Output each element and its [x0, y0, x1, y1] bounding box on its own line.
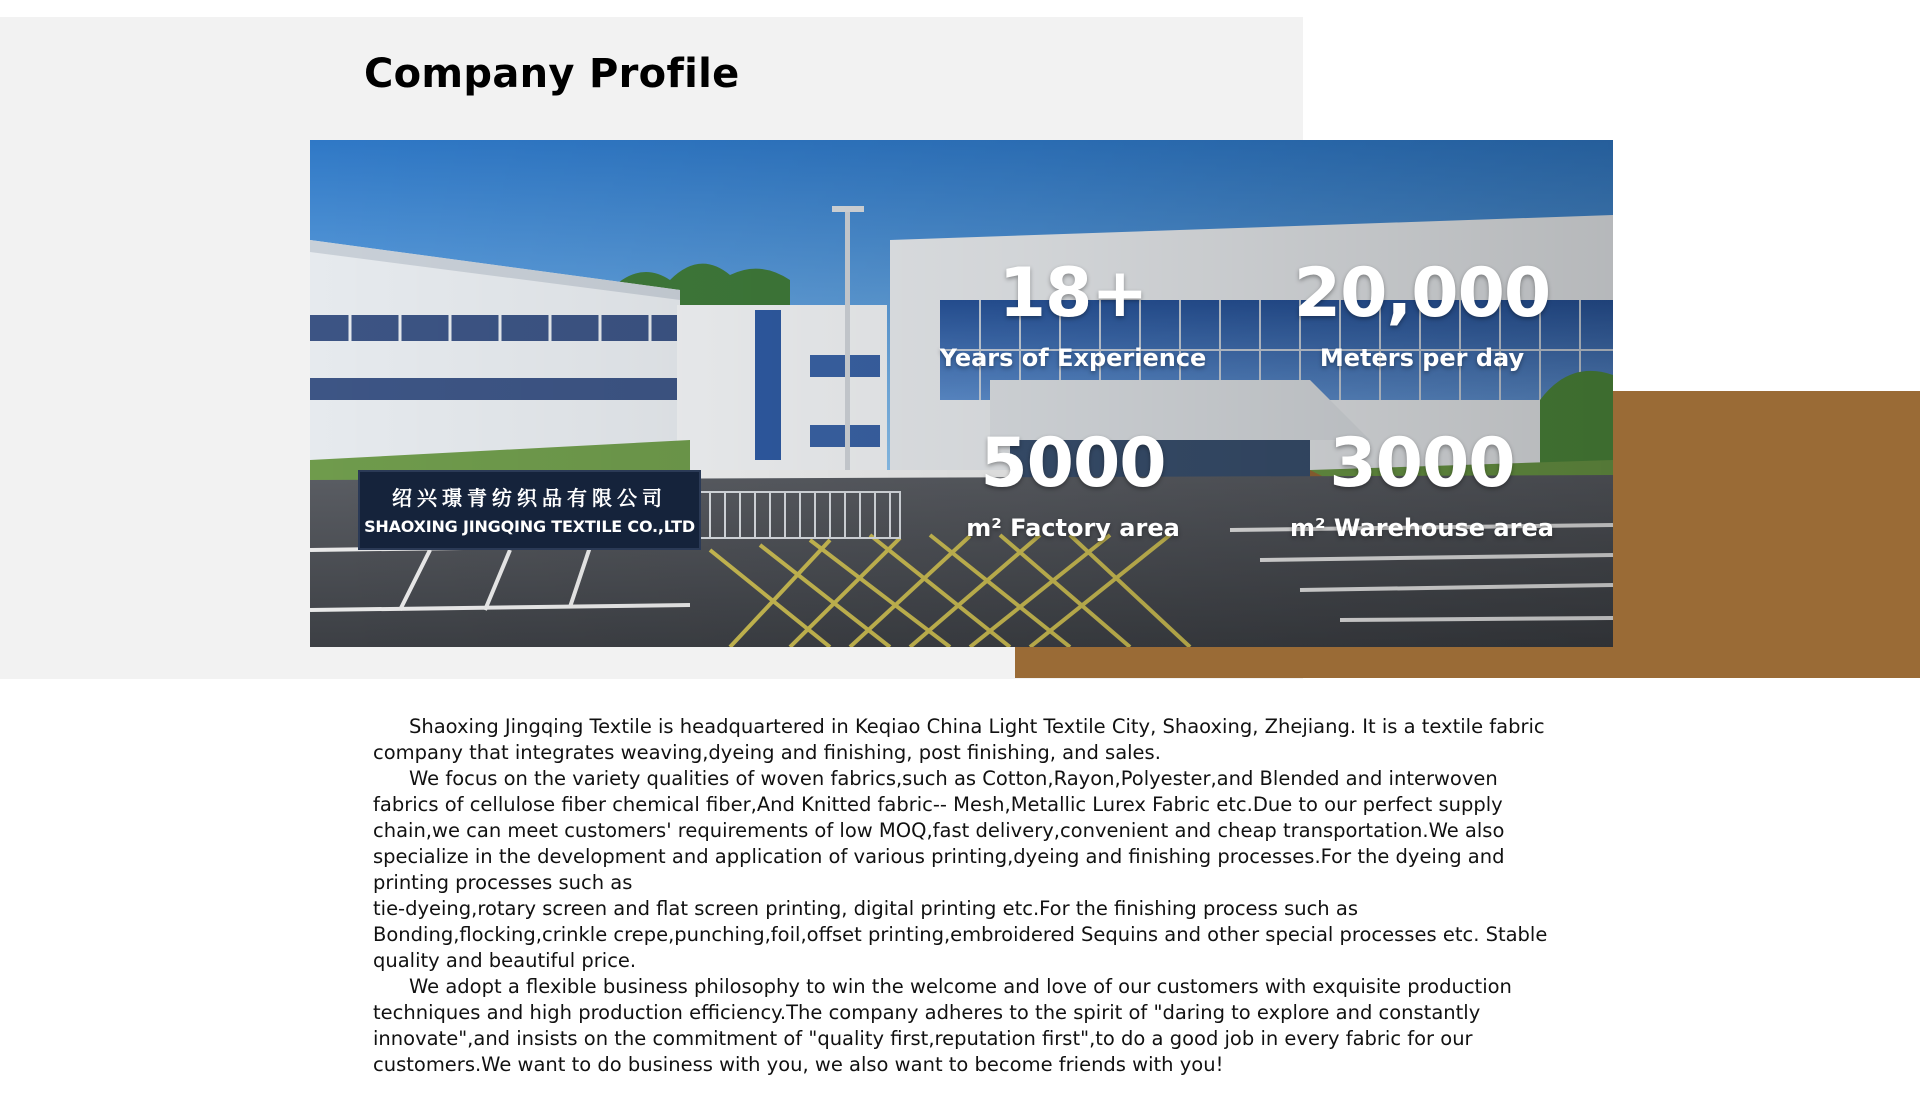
factory-hero-image: [310, 140, 1613, 647]
stat-value: 3000: [1329, 424, 1515, 503]
stat-label: m² Factory area: [966, 514, 1180, 542]
stat-value: 18+: [998, 254, 1148, 333]
company-description: [373, 714, 1553, 1078]
stat-warehouse-area: [1252, 424, 1592, 542]
description-paragraph: Shaoxing Jingqing Textile is headquartered in Keqiao China Light Textile City, Shaoxing, Zhejiang. It is a textile fabric company that integrates weaving,dyeing and finishing, post finishing, and sales.: [373, 715, 1545, 764]
stat-value: 5000: [980, 424, 1166, 503]
factory-illustration: [310, 140, 1613, 647]
stat-label: Years of Experience: [939, 344, 1207, 372]
page-title: Company Profile: [364, 51, 740, 97]
sign-chinese-name: 绍兴璟青纺织品有限公司: [392, 486, 667, 510]
stat-meters-per-day: [1252, 254, 1592, 372]
stat-factory-area: [903, 424, 1243, 542]
description-paragraph: tie-dyeing,rotary screen and flat screen printing, digital printing etc.For the finishing process such as Bonding,flocking,crinkle crepe,punching,foil,offset printing,embroidered Sequins and other special processes etc. Stable quality and beautiful price.: [373, 897, 1548, 972]
stat-label: Meters per day: [1319, 344, 1525, 372]
stat-value: 20,000: [1293, 254, 1551, 333]
description-paragraph: We focus on the variety qualities of woven fabrics,such as Cotton,Rayon,Polyester,and Blended and interwoven fabrics of cellulose fiber chemical fiber,And Knitted fabric-- Mesh,Metallic Lurex Fabric etc.Due to our perfect supply chain,we can meet customers' requirements of low MOQ,fast delivery,convenient and cheap transportation.We also specialize in the development and application of various printing,dyeing and finishing processes.For the dyeing and printing processes such as: [373, 767, 1505, 894]
sign-english-name: SHAOXING JINGQING TEXTILE CO.,LTD: [364, 517, 695, 536]
company-sign: [358, 470, 701, 550]
stat-years-experience: [903, 254, 1243, 372]
description-paragraph: We adopt a flexible business philosophy to win the welcome and love of our customers with exquisite production techniques and high production efficiency.The company adheres to the spirit of "daring to explore and constantly innovate",and insists on the commitment of "quality first,reputation first",to do a good job in every fabric for our customers.We want to do business with you, we also want to become friends with you!: [373, 975, 1512, 1076]
stat-label: m² Warehouse area: [1290, 514, 1554, 542]
